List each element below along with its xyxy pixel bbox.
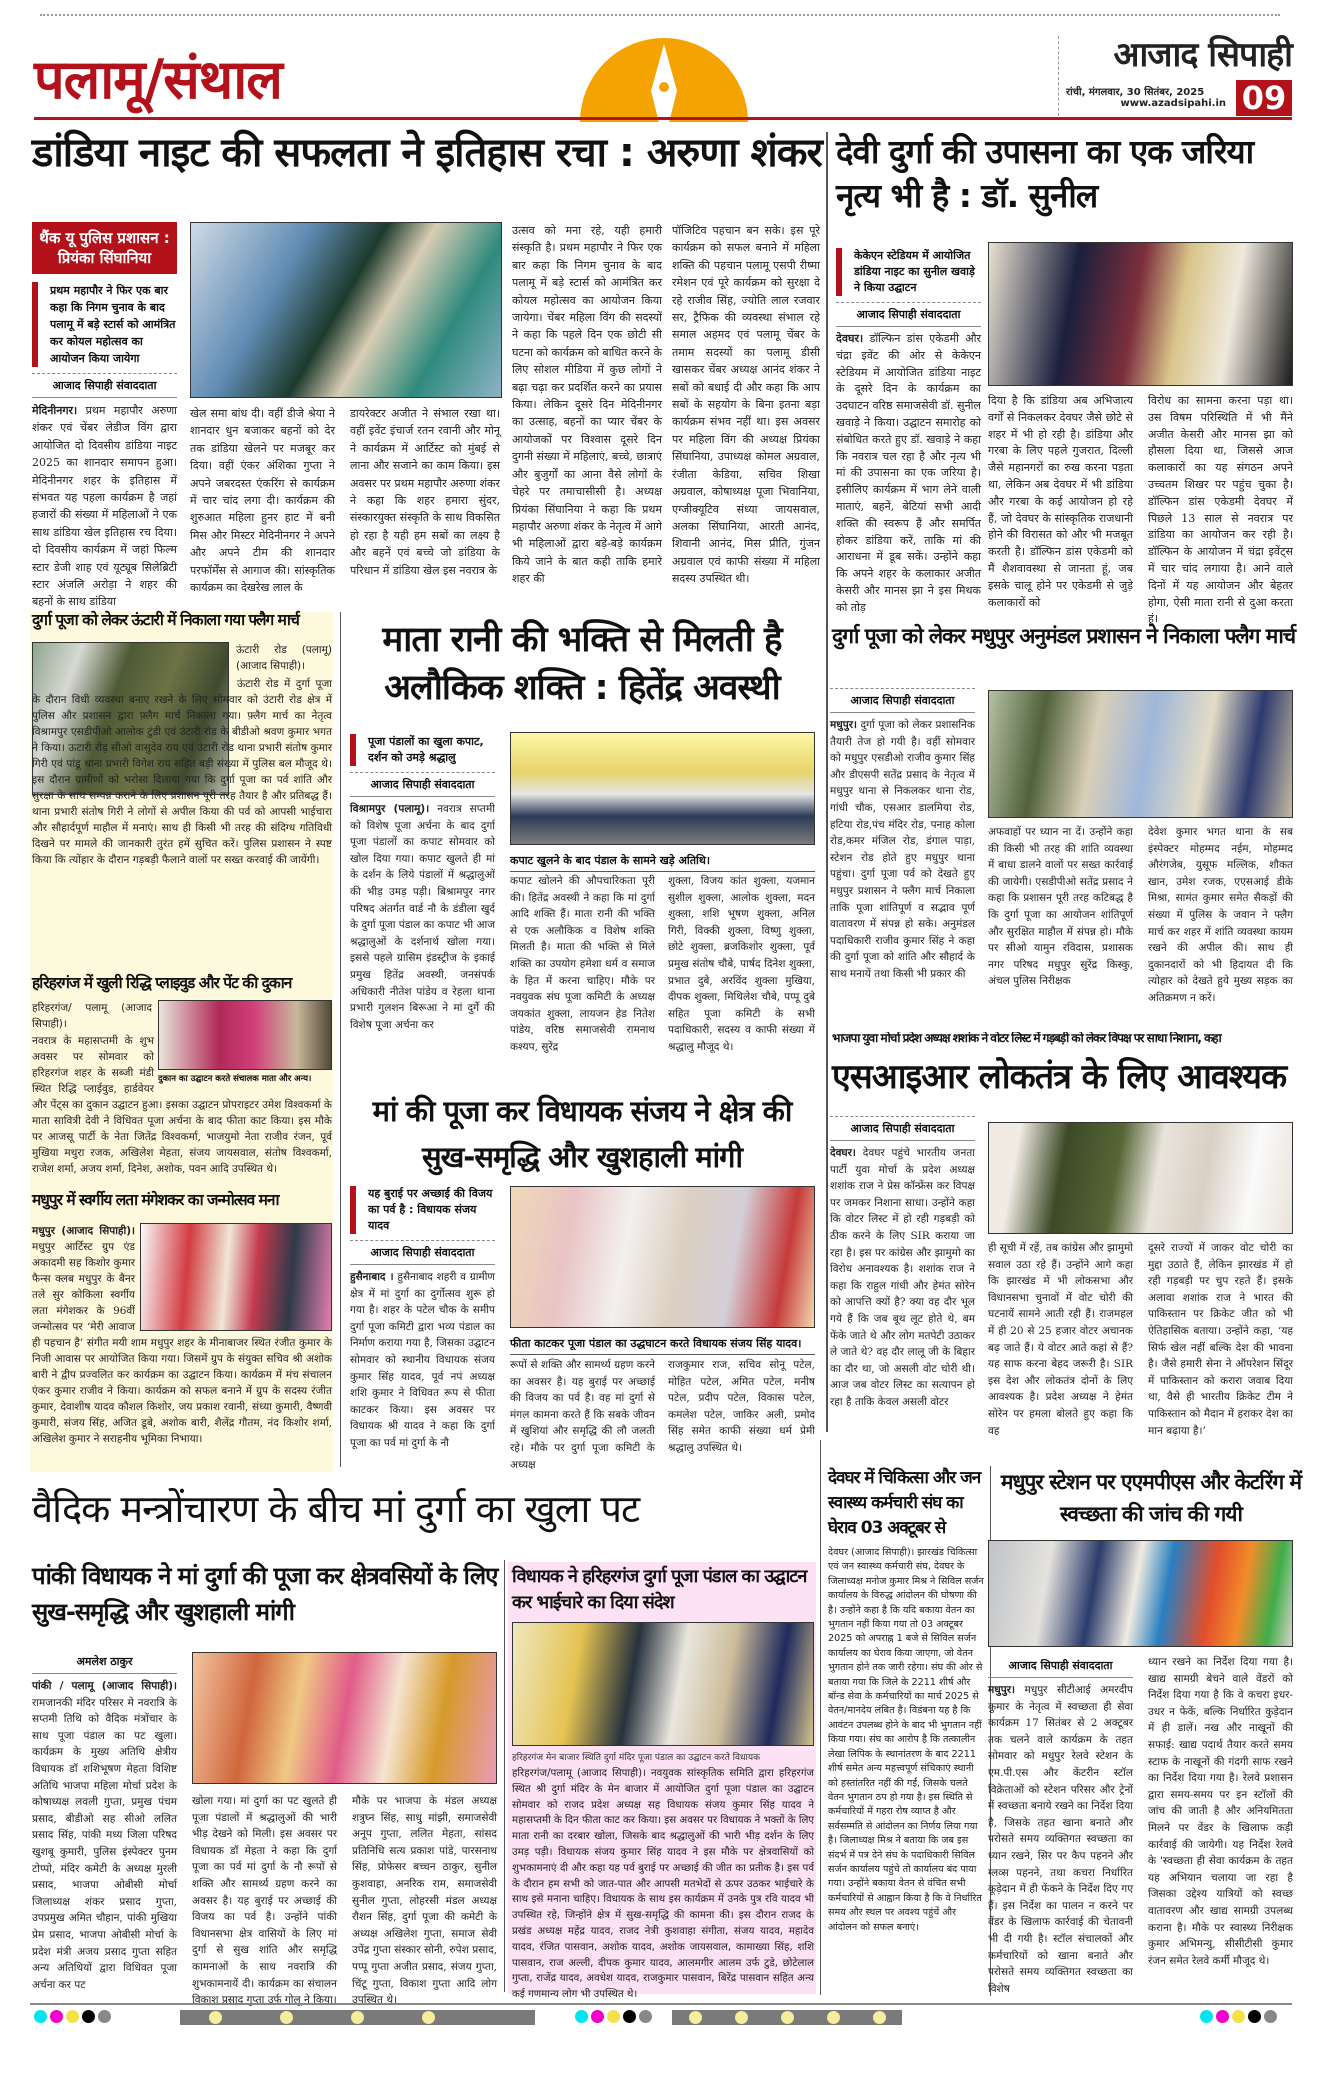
mata-rani-sidebar — [350, 734, 495, 1033]
story-body-col3: शुक्ला, विजय कांत शुक्ला, यजमान सुशील शुक्ला, आलोक शुक्ला, मदन शुक्ला, शशि भूषण शुक्ला, अनिल गिरी, विक्की शुक्ला, विष्णु शुक्ला, छोटे शुक्ला, ब्रजकिशोर शुक्ला, पूर्व प्रमुख संतोष चौबे, पार्षद दिनेश शुक्ला, प्रभात दुबे, अरविंद शुक्ला मुखिया, दीपक शुक्ला, मिथिलेश चौबे, पप्पू दुबे सहित पूजा कमिटी के सभी पदाधिकारी, सदस्य व काफी संख्या में श्रद्धालु मौजूद थे। — [668, 875, 815, 1053]
yellow-dot — [66, 2010, 79, 2023]
story-body-col3: देवेश कुमार भगत थाना के सब इंस्पेक्टर मोहम्मद नईम, मोहम्मद औरंगजेब, युसूफ मल्लिक, शौकत खान, उमेश रजक, एएसआई डीके मिश्रा, सामंत कुमार समेत सैकड़ों की संख्या में पुलिस के जवान ने फ्लैग मार्च कर शहर में शांति व्यवस्था कायम रखने की अपील की। साथ ही दुकानदारों को भी हिदायत दी कि त्योहार को देखते हुये मुख्य सड़क का अतिक्रमण न करें। — [1148, 826, 1293, 1004]
magenta-dot — [1216, 2010, 1229, 2023]
story-body-col2: खेल समा बांध दी। वहीं डीजे श्रेया ने शानदार धुन बजाकर बहनों को देर तक डांडिया खेलने पर मजबूर कर दिया। वहीं एंकर अंशिका गुप्ता ने अपने जबरदस्त एंकरिंग से कार्यक्रम में चार चांद लगा दी। कार्यक्रम की शुरुआत महिला हुनर हाट में बनी मिस और मिस्टर मेदिनीनगर ने अपने और अपने टीम की शानदार परफॉर्मेंस से आगाज की। सांस्कृतिक कार्यक्रम का देखरेख लाल के — [190, 407, 335, 595]
headline-station: मधुपुर स्टेशन पर एएमपीएस और केटरिंग में स्वच्छता की जांच की गयी — [1000, 1470, 1302, 1526]
story-body-col1 — [32, 1678, 177, 1993]
dateline: विश्रामपुर (पलामू)। — [350, 803, 430, 815]
headline-plywood: हरिहरगंज में खुली रिद्धि प्लाइवुड और पेंट की दुकान — [32, 974, 292, 992]
dateline: पांकी / पलामू (आजाद सिपाही)। — [32, 1680, 177, 1692]
strip-dot — [781, 2011, 794, 2024]
story-body-col2: ध्यान रखने का निर्देश दिया गया है। खाद्य सामग्री बेचने वाले वेंडरों को निर्देश दिया गया है कि वे कचरा इधर-उधर न फेकें, बल्कि निर्धारित कुड़ेदान में ही डालें। नख और नाखूनों की सफाई: खाद्य पदार्थ तैयार करते समय स्टाफ के नाखूनों की गंदगी साफ रखने का निर्देश दिया गया है। रेलवे प्रशासन द्वारा समय-समय पर इन स्टॉलों की जांच की जाती है और अनियमितता मिलने पर वेंडर के खिलाफ कड़ी कार्रवाई की जायेगी। यह निर्देश रेलवे के 'स्वच्छता ही सेवा कार्यक्रम के तहत यह अभियान चलाया जा रहा है जिसका उद्देश्य यात्रियों को स्वच्छ वातावरण और खाद्य सामग्री उपलब्ध कराना है। मौके पर स्वास्थ्य निरीक्षक कुमार अभिमन्यु, सीसीटीसी कुमार रंजन समेत रेलवे कर्मी मौजूद थे। — [1148, 1656, 1293, 1967]
banner-vedic: वैदिक मन्त्रोंचारण के बीच मां दुर्गा का खुला पट — [32, 1487, 640, 1531]
pen-nib-logo-icon — [580, 38, 748, 122]
story-body-plywood — [32, 1033, 332, 1177]
headline-lata: मधुपुर में स्वर्गीय लता मंगेशकर का जन्मोत्सव मना — [32, 1191, 279, 1209]
strip-dot — [422, 2011, 435, 2024]
body-text: डॉल्फिन डांस एकेडमी और चंद्रा इवेंट की ओर से केकेएन स्टेडियम में आयोजित डांडिया नाइट के दूसरे दिन के कार्यक्रम का उदघाटन वरिष्ठ समाजसेवी डॉ. सुनील खवाड़े ने किया। उद्घाटन समारोह को संबोधित करते हुए डॉ. खवाड़े ने कहा कि नवरात्र चल रहा है और नृत्य भी मां की उपासना का एक जरिया है। इसीलिए कार्यक्रम में भाग लेने वाली माताएं, बहनें, बेटियां सभी आदी शक्ति की स्वरूप हैं और समर्पित होकर डांडिया करें, ताकि मां की आराधना में डूब सकें। उन्होंने कहा कि अपने शहर के कलाकार अजीत केसरी और मानस झा ने इस मिथक को तोड़ — [836, 332, 981, 614]
sir-col1 — [830, 1116, 975, 1411]
story-body-health — [828, 1546, 984, 1935]
masthead-date: रांची, मंगलवार, 30 सितंबर, 2025 — [1066, 87, 1205, 98]
story-body-hariharganj — [512, 1766, 814, 2003]
column-divider — [504, 1560, 505, 1992]
kicker-box: थैंक यू पुलिस प्रशासन : प्रियंका सिंघानिया — [32, 222, 177, 274]
registration-strip-end — [490, 2010, 518, 2025]
overline-sir: भाजपा युवा मोर्चा प्रदेश अध्यक्ष शशांक ने वोटर लिस्ट में गड़बड़ी को लेकर विपक्ष पर साधा निशाना, कहा — [832, 1032, 1221, 1045]
gray-dot — [98, 2010, 111, 2023]
story-body-col3: डायरेक्टर अजीत ने संभाल रखा था। वहीं इवेंट इंचार्ज रतन रवानी और मोनू ने कार्यक्रम में आर्टिस्ट को मुंबई से लाना और सजाने का काम किया। इस अवसर पर प्रथम महापौर अरुणा शंकर ने कहा कि शहर हमारा सुंदर, संस्कारयुक्त संस्कृति के साथ विकसित हो रहा है यही हम सबों का लक्ष्य है और बहनें एवं बच्चे जो डांडिया के परिधान में डांडिया खेल इस नवरात्र के — [350, 407, 500, 577]
station-col1 — [988, 1654, 1133, 1997]
story-body-col1 — [988, 1682, 1133, 1997]
untari-dateline: ऊंटारी रोड (पलामू) (आजाद सिपाही)। — [236, 644, 332, 672]
body-text: देवघर पहुंचे भारतीय जनता पार्टी युवा मोर्चा के प्रदेश अध्यक्ष शशांक राज ने प्रेस कॉन्फ्रेंस कर विपक्ष पर जमकर निशाना साधा। उन्होंने कहा कि वोटर लिस्ट में हो रही गड़बड़ी को ठीक करने के लिए SIR कराया जा रहा है। इस पर कांग्रेस और झामुमो का विरोध अनावश्यक है। शशांक राज ने कहा कि राहुल गांधी और हेमंत सोरेन को आपत्ति क्यों है? क्या वह दौर भूल गये हैं कि जब बूथ लूट होते थे, बम फेंके जाते थे और लोग मतपेटी उठाकर ले जाते थे? वह दौर लालू जी के बिहार का दौर था, जो असली वोट चोरी थी। आज जब वोटर लिस्ट का सत्यापन हो रहा है ताकि केवल असली वोटर — [830, 1147, 975, 1408]
headline-mata-rani: माता रानी की भक्ति से मिलती है अलौकिक शक्ति : हितेंद्र अवस्थी — [382, 620, 782, 708]
headline-sanjay: मां की पूजा कर विधायक संजय ने क्षेत्र की सुख-समृद्धि और खुशहाली मांगी — [372, 1094, 792, 1174]
dateline: हरिहरगंज/पलामू (आजाद सिपाही)। — [512, 1768, 646, 1779]
body-text: नवरात्र सप्तमी को विशेष पूजा अर्चना के बाद दुर्गा पूजा पंडालों का कपाट सोमवार को खोल दिया गया। कपाट खुलते ही मां के दर्शन के लिये पंडालों में श्रद्धालुओं की भीड़ उमड़ पड़ी। बिश्रामपुर नगर परिषद अंतर्गत वार्ड नौ के डंडीला खुर्द के दुर्गा पूजा पंडाल का कपाट भी आज श्रद्धालुओं के दर्शनार्थ खोला गया। इससे पहले ग्रासिम इंडस्ट्रीज के इकाई प्रमुख हितेंद्र अवस्थी, जनसंपर्क अधिकारी नीतेश पांडेय व रेहला थाना प्रभारी गुलशन बिरूआ ने मां दुर्गे की विशेष पूजा अर्चना कर — [350, 803, 495, 1031]
dateline: देवघर (आजाद सिपाही)। — [828, 1547, 915, 1558]
gray-dot — [639, 2010, 652, 2023]
dateline: मधुपुर। — [988, 1684, 1015, 1696]
story-body-untari: ऊंटारी रोड में दुर्गा पूजा के दौरान विधी व्यवस्था बनाए रखने के लिए सोमवार को उंटारी रोड क्षेत्र में पुलिस और प्रशासन द्वारा फ़्लैग मार्च निकाला गया। फ़्लैग मार्च का नेतृत्व विश्रामपुर एसडीपीओ आलोक टुंडी एवं उंटारी रोड के बीडीओ श्रवण कुमार भगत ने किया। ऊटारी रोड़ सीओ वासुदेव राय एवं उंटारी रोड थाना प्रभारी संतोष कुमार गिरी एवं पांडू थाना प्रभारी विगेश राय सहित बड़ी संख्या में पुलिस बल मौजूद थे। इस दौरान ग्रामीणों को भरोसा दिलाया गया कि दुर्गा पूजा का पर्व शांति और सुरक्षा के साथ सम्पन्न कराने के लिए प्रशासन पूरी तरह तैयार है और प्रतिबद्ध हैं। थाना प्रभारी संतोष गिरी ने लोगों से अपील किया की पर्व को आपसी भाईचारा और सौहार्दपूर्ण माहौल में मनाएं। साथ ही किसी भी तरह की संदिग्ध गतिविधी दिखने पर मामले की जानकारी तुरंत हमें सुचित करें। पुलिस प्रशासन ने स्पष्ट किया कि त्योंहार के दौरान गड़बड़ी फैलाने वालों पर सख्त करवाई की जायेंगी। — [32, 678, 332, 866]
story-body-col3: मौके पर भाजपा के मंडल अध्यक्ष शत्रुघ्न सिंह, साधु मांझी, समाजसेवी अनूप गुप्ता, ललित मेहता, सांसद प्रतिनिधि सत्य प्रकाश पांडे, पारसनाथ सिंह, प्रोफेसर बच्चन ठाकुर, सुनील कुशवाहा, अनरिक राम, समाजसेवी सुनील गुप्ता, लोहरसी मंडल अध्यक्ष रौशन सिंह, दुर्गा पूजा की कमेटी के अध्यक्ष अखिलेश गुप्ता, समाज सेवी उपेंद्र गुप्ता संस्कार सोनी, रुपेश प्रसाद, पप्पू गुप्ता अजीत प्रसाद, संजय गुप्ता, चिंटू गुप्ता, विकाश गुप्ता आदि लोग उपस्थित थे। — [352, 1795, 497, 2007]
story-body-col2: ही सूची में रहें, तब कांग्रेस और झामुमो सवाल उठा रहे हैं। उन्होंने आगे कहा कि झारखंड में भी लोकसभा और विधानसभा चुनावों में वोट चोरी की घटनायें सामने आती रही हैं। राजमहल में ही 20 से 25 हजार वोटर अचानक बढ़ जाते हैं। ये वोटर आते कहां से हैं? यह साफ करना बेहद जरूरी है। SIR इस देश और लोकतंत्र दोनों के लिए आवश्यक है। प्रदेश अध्यक्ष ने हेमंत सोरेन पर हमला बोलते हुए कहा कि वह — [988, 1242, 1133, 1437]
body-text: झारखंड चिकित्सा एवं जन स्वास्थ्य कर्मचारी संघ, देवघर के जिलाध्यक्ष मनोज कुमार मिश्र ने सिविल सर्जन कार्यालय के विरुद्ध आंदोलन की घोषणा की है। उन्होंने कहा है कि यदि बकाया वेतन का भुगतान नहीं किया गया तो 03 अक्टूबर 2025 को अपराह्न 1 बजे से सिविल सर्जन कार्यालय का घेराव किया जाएगा, जो वेतन भुगतान होने तक जारी रहेगा। संघ की ओर से बताया गया कि जिले के 2211 शीर्ष और बॉन्ड सेवा के कर्मचारियों का मार्च 2025 से वेतन/मानदेय लंबित है। विडंबना यह है कि आवंटन उपलब्ध होने के बाद भी भुगतान नहीं किया गया। संघ का आरोप है कि तत्कालीन लेखा लिपिक के स्थानांतरण के बाद 2211 शीर्ष समेत अन्य महत्त्वपूर्ण संचिकाएं स्थानी को हस्तांतरित नहीं की गईं, जिसके चलते वेतन भुगतान ठप हो गया है। इस स्थिति से कर्मचारियों में गहरा रोष व्याप्त है और सर्वसम्मति से आंदोलन का निर्णय लिया गया है। जिलाध्यक्ष मिश्र ने बताया कि जब इस संदर्भ में पत्र देने संघ के पदाधिकारी सिविल सर्जन कार्यालय पहुंचे तो कार्यालय बंद पाया गया। उन्होंने बकाया वेतन से वंचित सभी कर्मचारियों से आह्वान किया है कि वे निर्धारित समय और स्थल पर अवश्य पहुंचें और आंदोलन को सफल बनाएं। — [828, 1547, 984, 1933]
sanjay-sidebar — [350, 1186, 495, 1452]
body-text: मधुपुर आर्टिस्ट ग्रुप एंड अकादमी सह किशोर कुमार फैन्स क्लब मधुपुर के बैनर तले सुर कोकिला स्वर्गीय लता मंगेशकर के 96वीं जन्मोत्सव पर ‘मेरी आवाज ही पहचान है’ संगीत मयी शाम मधुपुर शहर के मीनाबाजर स्थित रंजीत कुमार के निजी आवास पर आयोजित किया गया। जिसमें ग्रुप के संयुक्त सचिव श्री अशोक बारी ने द्वीप प्रज्वलित कर कार्यक्रम का उद्घाटन किया। कार्यक्रम में मंच संचालन एंकर कुमार राजीव ने किया। कार्यक्रम को सफल बनाने में ग्रुप के सदस्य रंजीत कुमार, देवाशीष यादव कौशल किशोर, जय प्रकाश रवानी, संध्या कुमारी, वैष्णवी कुमारी, संजय सिंह, अजित डूबे, अशोक बारी, शैलेंद्र गौतम, नंद किशोर शर्मा, अखिलेश कुमार ने सराहनीय भूमिका निभाया। — [32, 1241, 332, 1445]
section-title: पलामू/संथाल — [34, 48, 282, 111]
deck: प्रथम महापौर ने फिर एक बार कहा कि निगम चुनाव के बाद पलामू में बड़े स्टार्स को आमंत्रित कर कोयल महोत्सव का आयोजन किया जायेगा — [32, 282, 177, 367]
photo-hariharganj-ribbon — [512, 1622, 814, 1746]
deck: केकेएन स्टेडियम में आयोजित डांडिया नाइट का सुनील खवाड़े ने किया उद्घाटन — [836, 248, 981, 296]
magenta-dot — [591, 2010, 604, 2023]
byline: आजाद सिपाही संवाददाता — [830, 1116, 975, 1141]
story-body-col3: दूसरे राज्यों में जाकर वोट चोरी का मुद्दा उठाते हैं, लेकिन झारखंड में हो रही गड़बड़ी पर चुप रहते हैं। इसके अलावा शशांक राज ने भारत की पाकिस्तान पर क्रिकेट जीत को भी ऐतिहासिक बताया। उन्होंने कहा, ‘यह सिर्फ खेल नहीं बल्कि देश की भावना है। जैसे हमारी सेना ने ऑपरेशन सिंदूर में पाकिस्तान को करारा जवाब दिया था, वैसे ही भारतीय क्रिकेट टीम ने पाकिस्तान को मैदान में हराकर देश का मान बढ़ाया है।’ — [1148, 1242, 1293, 1437]
photo-float-spacer — [154, 1033, 332, 1089]
yellow-dot — [607, 2010, 620, 2023]
photo-caption: हरिहरगंज मेन बाजार स्थिति दुर्गा मंदिर पूजा पंडाल का उद्घाटन करते विधायक — [512, 1753, 761, 1763]
cyan-dot — [1200, 2010, 1213, 2023]
top-dotted-rule — [40, 14, 1280, 16]
headline-panki: पांकी विधायक ने मां दुर्गा की पूजा कर क्षेत्रवसियों के लिए सुख-समृद्धि और खुशहाली मांगी — [32, 1562, 498, 1626]
headline-untari: दुर्गा पूजा को लेकर ऊंटारी में निकाला गया फ्लैग मार्च — [32, 611, 299, 629]
registration-strip — [180, 2010, 535, 2025]
headline-sir: एसआइआर लोकतंत्र के लिए आवश्यक — [832, 1057, 1287, 1097]
black-dot — [82, 2010, 95, 2023]
story-body-col1 — [350, 1269, 495, 1452]
body-text: नवरात्र के महासप्तमी के शुभ अवसर पर सोमवार को हरिहरगंज शहर के सब्जी मंडी स्थित रिद्धि प्लाईवुड, हार्डवेयर और पेंट्स का दुकान उद्घाटन हुआ। इसका उद्घाटन प्रोपराइटर उमेश विश्वकर्मा के माता सावित्री देवी ने विधिवत पूजा अर्चना के बाद फीता काट किया। इस मौके पर आजसू पार्टी के नेता जितेंद्र विश्वकर्मा, भाजयुमो नेता राजीव रंजन, पूर्व मुखिया मथुरा रजक, अखिलेश मेहता, संजय जायसवाल, संतोष विश्वकर्मा, राजेश शर्मा, अजय शर्मा, दिनेश, अशोक, पवन आदि उपस्थित थे। — [32, 1035, 332, 1175]
photo-panki-puja — [192, 1652, 497, 1784]
deck: यह बुराई पर अच्छाई की विजय का पर्व है : विधायक संजय यादव — [350, 1186, 495, 1234]
byline: आजाद सिपाही संवाददाता — [350, 772, 495, 797]
dateline: मेदिनीनगर। — [32, 404, 78, 417]
column-divider — [820, 1440, 821, 1995]
photo-dance-stage — [988, 242, 1293, 386]
strip-dot — [280, 2011, 293, 2024]
dandiya-sidebar — [32, 222, 177, 611]
story-body-col2: कपाट खोलने की औपचारिकता पूरी की। हितेंद्र अवस्थी ने कहा कि मां दुर्गा आदि शक्ति हैं। माता रानी की भक्ति से एक अलौकिक व विशेष शक्ति मिलती है। माता की भक्ति से मिले शक्ति का उपयोग हमेशा धर्म व समाज के हित में करना चाहिए। मौके पर नवयुवक संघ पूजा कमिटी के अध्यक्ष जयकांत शुक्ला, लायजन हेड नितेश पांडेय, वरिष्ठ समाजसेवी रामनाथ कश्यप, सुरेंद्र — [510, 875, 655, 1053]
dateline: मधुपुर। — [830, 719, 857, 731]
story-body-col2: अफवाहों पर ध्यान ना दें। उन्होंने कहा की किसी भी तरह की शांति व्यवस्था में बाधा डालने वालों पर सख्त कार्रवाई की जायेगी। एसडीपीओ सतेंद्र प्रसाद ने कहा कि प्रशासन पूरी तरह कटिबद्ध है कि दुर्गा पूजा का आयोजन शांतिपूर्ण और सुरक्षित माहौल में संपन्न हो। मौके पर सीओ यामुन रविदास, प्रशासक नगर परिषद मधुपुर सुरेंद्र किस्कु, अंचल पुलिस निरीक्षक — [988, 826, 1133, 988]
plywood-dateline: हरिहरगंज/ पलामू (आजाद सिपाही)। — [32, 1002, 152, 1030]
story-body-col2: खोला गया। मां दुर्गा का पट खुलते ही पूजा पंडालों में श्रद्धालुओं की भारी भीड़ देखने को मिली। इस अवसर पर विधायक डॉ मेहता ने कहा कि दुर्गा पूजा का पर्व मां दुर्गा के नौ रूपों से शक्ति और सामर्थ्य ग्रहण करने का अवसर है। यह बुराई पर अच्छाई की विजय का पर्व है। उन्होंने पांकी विधानसभा क्षेत्र वासियों के लिए मां दुर्गा से सुख शांति और समृद्धि कामनाओं के साथ नवरात्रि की शुभकामनायें दी। कार्यक्रम का संचालन विकाश प्रसाद गुप्ता उर्फ गोलू ने किया। — [192, 1795, 337, 2007]
strip-dot — [209, 2011, 222, 2024]
registration-strip — [672, 2010, 902, 2025]
body-text: प्रथम महापौर अरुणा शंकर एवं चेंबर लेडीज विंग द्वारा आयोजित दो दिवसीय डांडिया नाइट 2025 का शानदार समापन हुआ। मेदिनीनगर शहर के इतिहास में संभवत यह पहला कार्यक्रम है जहां हजारों की संख्या में महिलाओं ने एक साथ डांडिया खेल इतिहास रच दिया। दो दिवसीय कार्यक्रम में जहां फिल्म स्टार डेजी शाह एवं यूट्यूब सिलेब्रिटी स्टार अंजलि अरोड़ा ने शहर की बहनों के साथ डांडिया — [32, 404, 178, 609]
yellow-dot — [1232, 2010, 1245, 2023]
dateline: देवघर। — [836, 332, 864, 345]
strip-dot — [735, 2011, 748, 2024]
story-body-col1 — [830, 717, 975, 983]
byline: आजाद सिपाही संवाददाता — [350, 1240, 495, 1265]
madhupur-flag-col1 — [830, 688, 975, 983]
strip-dot — [689, 2011, 702, 2024]
byline: अमलेश ठाकुर — [32, 1650, 177, 1674]
footer-rule — [30, 2003, 1292, 2005]
story-body-col2: दिया है कि डांडिया अब अभिजात्य वर्गों से निकलकर देवघर जैसे छोटे से शहर में भी हो रही है। डांडिया और गरबा के लिए पहले गुजरात, दिल्ली जैसे महानगरों का रुख करना पड़ता था, लेकिन अब देवघर में भी डांडिया और गरबा के कई आयोजन हो रहे हैं, जो देवघर के सांस्कृतिक राजधानी होने की विरासत को और भी मजबूत करती है। डॉल्फिन डांस एकेडमी को मैं शैशवावस्था से जानता हूं, जब इसके चालू होने पर एकेडमी से जुड़े कलाकारों को — [988, 394, 1133, 609]
cyan-dot — [34, 2010, 47, 2023]
strip-dot — [351, 2011, 364, 2024]
story-body-col1 — [830, 1145, 975, 1411]
deck: पूजा पंडालों का खुला कपाट, दर्शन को उमड़े श्रद्धालु — [350, 734, 495, 766]
photo-pandal-guests — [510, 732, 815, 845]
paper-name: आजाद सिपाही — [1113, 35, 1292, 75]
story-body-col1 — [350, 801, 495, 1033]
gray-dot — [1264, 2010, 1277, 2023]
color-registration-right — [1200, 2010, 1277, 2023]
color-registration-left — [34, 2010, 111, 2023]
dateline: मधुपुर (आजाद सिपाही)। — [32, 1225, 135, 1237]
cyan-dot — [575, 2010, 588, 2023]
column-divider — [340, 612, 341, 1467]
headline-dandiya: डांडिया नाइट की सफलता ने इतिहास रचा : अरुणा शंकर — [32, 130, 822, 176]
photo-caption: फीता काटकर पूजा पंडाल का उद्धघाटन करते विधायक संजय सिंह यादव। — [510, 1333, 815, 1355]
byline: आजाद सिपाही संवाददाता — [988, 1654, 1133, 1678]
byline: आजाद सिपाही संवाददाता — [32, 373, 177, 398]
headline-health: देवघर में चिकित्सा और जन स्वास्थ्य कर्मचारी संघ का घेराव 03 अक्टूबर से — [828, 1468, 981, 1538]
masthead-website[interactable]: www.azadsipahi.in — [1120, 98, 1226, 109]
body-text: रामजानकी मंदिर परिसर मे नवरात्रि के सप्तमी तिथि को वैदिक मंत्रोंचार के साथ पूजा पंडाल का पट खुला। कार्यक्रम के मुख्य अतिथि क्षेत्रीय विधायक डॉ शशिभूषण मेहता विशिष्ट अतिथि भाजपा महिला मोर्चा प्रदेश के कोषाध्यक्ष लवली गुप्ता, प्रमुख पंचम प्रसाद, बीडीओ सह सीओ ललित प्रसाद सिंह, पांकी मध्य जिला परिषद खुशबू कुमारी, पुलिस इंस्पेक्टर पुनम टोप्पो, मंदिर कमेटी के अध्यक्ष मुरली प्रसाद, भाजपा ओबीसी मोर्चा जिलाध्यक्ष शंकर प्रसाद गुप्ता, उपप्रमुख अमित चौहान, पांकी मुखिया प्रेम प्रसाद, भाजपा ओबीसी मोर्चा के प्रदेश मंत्री अजय प्रसाद गुप्ता सहित अन्य अतिथियों द्वारा विधिवत पूजा अर्चना कर पट — [32, 1696, 177, 1991]
strip-dot — [827, 2011, 840, 2024]
magenta-dot — [50, 2010, 63, 2023]
black-dot — [1248, 2010, 1261, 2023]
photo-caption: कपाट खुलने के बाद पंडाल के सामने खड़े अतिथि। — [510, 850, 815, 872]
photo-ribbon-cutting — [510, 1186, 815, 1328]
photo-madhupur-flag-march — [988, 690, 1293, 818]
body-text: नवयुवक सांस्कृतिक समिति द्वारा हरिहरगंज स्थित श्री दुर्गा मंदिर के मेन बाजार में आयोजित दुर्गा पूजा पंडाल का उद्घाटन सोमवार को राजद प्रदेश अध्यक्ष सह विधायक संजय कुमार सिंह यादव ने महासप्तमी के दिन फीता काट कर किया। इस अवसर पर विधायक ने भक्तों के लिए माता रानी का दरबार खोला, जिसके बाद श्रद्धालुओं की भारी भीड़ दर्शन के लिए उमड़ पड़ी। विधायक संजय कुमार सिंह यादव ने इस मौके पर क्षेत्रवासियों को शुभकामनाएं दी और कहा यह पर्व बुराई पर अच्छाई की जीत का प्रतीक है। इस पर्व के दौरान हम सभी को जात-पात और आपसी मतभेदों से ऊपर उठकर भाईचारे के साथ इसे मनाना चाहिए। विधायक के साथ इस कार्यक्रम में उनके पुत्र रवि यादव भी उपस्थित रहे, जिन्होंने क्षेत्र में सुख-समृद्धि की कामना की। इस दौरान राजद के प्रखंड अध्यक्ष महेंद्र यादव, राजद नेत्री कुशवाहा संगीता, संजय यादव, महादेव यादव, रंजित पासवान, अशोक यादव, अशोक जायसवाल, कामाख्या सिंह, शशि पासवान, राज अल्ली, दीपक कुमार यादव, आलमगीर आलम उर्फ टुडे, छोटेलाल गुप्ता, राजेंद्र यादव, अवधेश यादव, राजकुमार पासवान, बिरेंद्र पासवान सहित अन्य कई गणमान्य लोग भी उपस्थित थे। — [512, 1768, 814, 2001]
story-body-col2: रूपों से शक्ति और सामर्थ्य ग्रहण करने का अवसर है। यह बुराई पर अच्छाई की विजय का पर्व है। वह मां दुर्गा से मंगल कामना करते हैं कि सबके जीवन में खुशियां और समृद्धि की लौ जलती रहे। मौके पर दुर्गा पूजा कमिटी के अध्यक्ष — [510, 1359, 655, 1471]
photo-dandiya-singers — [190, 222, 502, 398]
dateline: देवघर। — [830, 1147, 856, 1159]
color-registration-middle — [575, 2010, 652, 2023]
photo-press-conference — [988, 1122, 1293, 1234]
story-body-col1 — [32, 402, 177, 611]
story-body-col5: पॉजिटिव पहचान बन सके। इस पूरे कार्यक्रम को सफल बनाने में महिला शक्ति की पहचान पलामू एसपी रीष्मा रमेशन एवं पूरे कार्यक्रम को सुरक्षा दे रहे राजीव सिंह, ज्योति लाल रजवार सर, ट्रैफिक की व्यवस्था संभाल रहे समाल अहमद एवं पलामू चेंबर के तमाम सदस्यों का पलामू डीसी खासकर चेंबर अध्यक्ष आनंद शंकर ने सबों को बधाई दी और कहा कि आप सबों के सहयोग के बिना इतना बड़ा कार्यक्रम संभव नहीं था। इस अवसर पर महिला विंग की अध्यक्ष प्रियंका सिंघानिया, उपाध्यक्ष कोमल अग्रवाल, रंजीता केडिया, सचिव शिखा अग्रवाल, कोषाध्यक्ष पूजा भिवानिया, एग्जीक्यूटिव संध्या जायसवाल, अलका सिंघानिया, आरती आनंद, शिवानी आनंद, मिस प्रीति, गुंजन अग्रवाल एवं काफी संख्या में महिला सदस्य उपस्थित थी। — [672, 224, 820, 586]
story-body-col3: राजकुमार राज, सचिव सोनू पटेल, मोहित पटेल, अमित पटेल, मनीष पटेल, प्रदीप पटेल, विकास पटेल, कमलेश पटेल, जाकिर अली, प्रमोद सिंह समेत काफी संख्या धर्म प्रेमी श्रद्धालु उपस्थित थे। — [668, 1359, 815, 1454]
dateline: हुसैनाबाद । — [350, 1271, 394, 1283]
body-text: मधुपुर सीटीआई अमरदीप कुमार के नेतृत्व में स्वच्छता ही सेवा कार्यक्रम 17 सितंबर से 2 अक्टूबर तक चलने वाले कार्यक्रम के तहत सोमवार को मधुपुर रेलवे स्टेशन के एम.पी.एस और केंटरीन स्टॉल विक्रेताओं को स्टेशन परिसर और ट्रेनों में स्वच्छता बनाये रखने का निर्देश दिया है, जिसके तहत खाना बनाते और परोसते समय व्यक्तिगत स्वच्छता का ध्यान रखने, सिर पर कैप पहनने और ग्लव्स पहनने, तथा कचरा निर्धारित कूड़ेदान में ही फेंकने के निर्देश दिए गए हैं। इस निर्देश का पालन न करने पर वेंडर के खिलाफ कार्रवाई की चेतावनी भी दी गयी है। स्टॉल संचालकों और कर्मचारियों को खाना बनाते और परोसते समय व्यक्तिगत स्वच्छता का विशेष — [988, 1684, 1133, 1995]
masthead-divider — [1058, 36, 1059, 116]
photo-caption: दुकान का उद्घाटन करते संचालक माता और अन्य। — [158, 1074, 312, 1084]
header-red-rule — [34, 117, 1292, 120]
story-body-lata — [32, 1223, 332, 1447]
body-text: हुसैनाबाद शहरी व ग्रामीण क्षेत्र में मां दुर्गा का दुर्गोत्सव शुरू हो गया है। शहर के पटेल चौक के समीप दुर्गा पूजा कमिटी द्वारा भव्य पंडाल का निर्माण कराया गया है, जिसका उद्घाटन सोमवार को स्थानीय विधायक संजय कुमार सिंह यादव, पूर्व नपं अध्यक्ष शशि कुमार ने विधिवत रूप से फीता काटकर किया। इस अवसर पर विधायक श्री यादव ने कहा कि दुर्गा पूजा का पर्व मां दुर्गा के नौ — [350, 1271, 496, 1449]
photo-station-stall — [988, 1540, 1293, 1647]
story-body-col3: विरोध का सामना करना पड़ा था। उस विषम परिस्थिति में भी मैंने अजीत केसरी और मानस झा को हौसला दिया था, जिससे आज कलाकारों का यह संगठन अपने उच्चतम शिखर पर पहुंच चुका है। डॉल्फिन डांस एकेडमी देवघर में पिछले 13 साल से नवरात्र पर डांडिया का आयोजन कर रही है। डॉल्फिन के आयोजन में चंद्रा इवेंट्स में चार चांद लगाया है। आने वाले दिनों में यह आयोजन और बेहतर होगा, ऐसी माता रानी से दुआ करता हूं। — [1148, 394, 1293, 626]
byline: आजाद सिपाही संवाददाता — [836, 302, 981, 327]
photo-float-spacer — [135, 1223, 332, 1333]
column-divider — [826, 132, 828, 1432]
story-body-col1 — [836, 331, 981, 617]
dance-sidebar — [836, 248, 981, 617]
headline-madhupur-flag: दुर्गा पूजा को लेकर मधुपुर अनुमंडल प्रशासन ने निकाला फ्लैग मार्च — [832, 624, 1296, 648]
black-dot — [623, 2010, 636, 2023]
headline-dance: देवी दुर्गा की उपासना का एक जरिया नृत्य भी है : डॉ. सुनील — [836, 132, 1254, 215]
body-text: दुर्गा पूजा को लेकर प्रशासनिक तैयारी तेज हो गयी है। वहीं सोमवार को मधुपुर एसडीओ राजीव कुमार सिंह और डीएसपी सतेंद्र प्रसाद के नेतृत्व में मधुपुर थाना से निकलकर थाना रोड, गांधी चौक, एसआर डालमिया रोड, हटिया रोड,पंच मंदिर रोड, पनाह कोला रोड,कमर मंजिल रोड, डंगाल पाड़ा, स्टेशन रोड होते हुए मधुपुर थाना पहुंचा। दुर्गा पूजा पर्व को देखते हुए मधुपुर प्रशासन ने फ्लैग मार्च निकाला ताकि पूजा शांतिपूर्ण व सद्भाव पूर्ण वातावरण में संपन्न हो सके। अनुमंडल पदाधिकारी राजीव कुमार सिंह ने कहा की दुर्गा पूजा को शांति और सौहार्द के साथ मनायें तथा किसी भी प्रकार की — [830, 719, 975, 980]
headline-hariharganj: विधायक ने हरिहरगंज दुर्गा पूजा पंडाल का उद्घाटन कर भाईचारे का दिया संदेश — [512, 1566, 807, 1613]
page-number: 09 — [1236, 80, 1292, 116]
byline: आजाद सिपाही संवाददाता — [830, 688, 975, 713]
strip-dot — [873, 2011, 886, 2024]
panki-col1 — [32, 1650, 177, 1993]
story-body-col4: उत्सव को मना रहे, यही हमारी संस्कृति है। प्रथम महापौर ने फिर एक बार कहा कि निगम चुनाव के बाद पलामू में बड़े स्टार्स को आमंत्रित कर कोयल महोत्सव का आयोजन किया जायेगा। चेंबर महिला विंग की सदस्यों ने कहा कि पहले दिन एक छोटी सी घटना को कार्यक्रम को बाधित करने के लिए सोशल मीडिया में कुछ लोगों ने बढ़ा चढ़ा कर प्रदर्शित करने का प्रयास किया। लेकिन दूसरे दिन मेदिनीनगर का उत्साह, बहनों का प्यार चेंबर के आयोजकों पर विश्वास दूसरे दिन दुगनी संख्या में महिलाएं, बच्चे, छात्राएं और बुजुर्गों का आना वैसे लोगों के चेहरे पर तमाचासीसी है। अध्यक्ष प्रियंका सिंघानिया ने कहा कि प्रथम महापौर अरुणा शंकर के नेतृत्व में आगे भी महिलाओं द्वारा बड़े-बड़े कार्यक्रम किये जाने के बात कही ताकि हमारे शहर की — [512, 224, 662, 586]
